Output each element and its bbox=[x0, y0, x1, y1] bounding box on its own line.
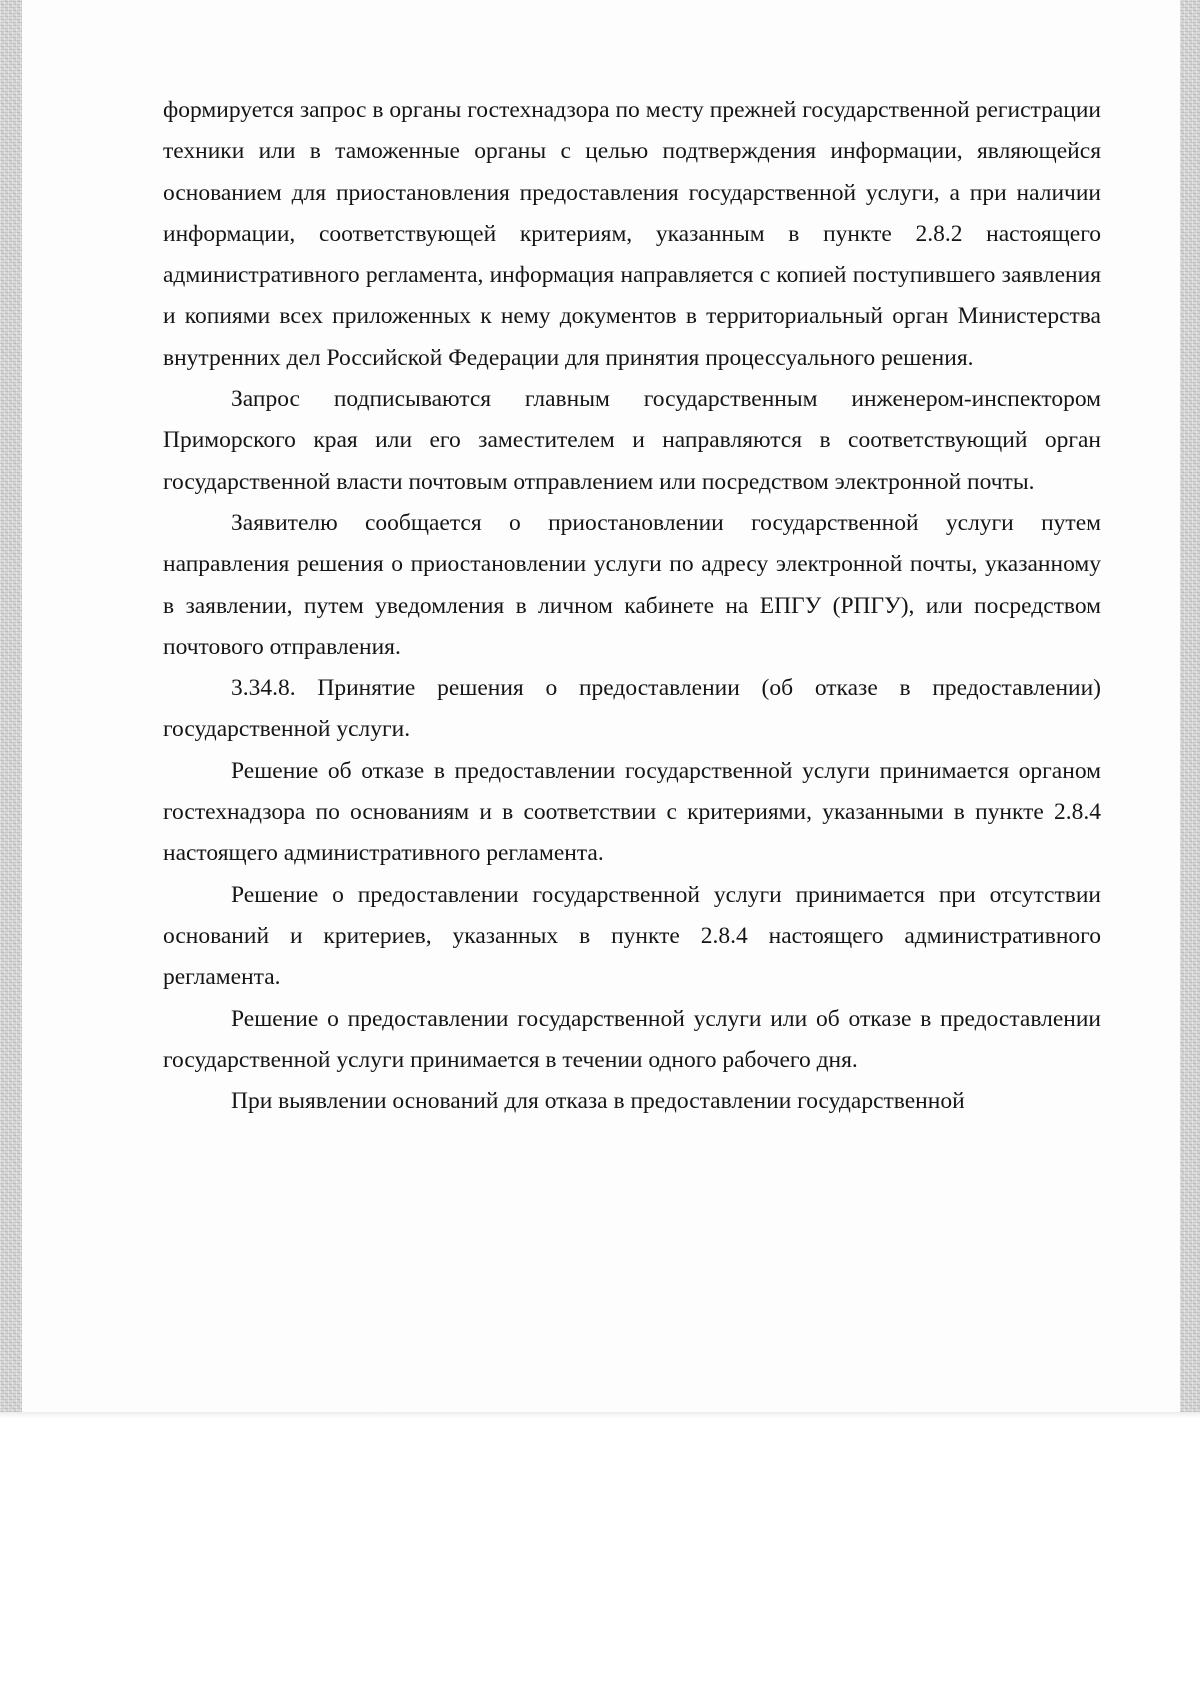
paragraph-grounds-for-refusal: При выявлении оснований для отказа в предоставлении государственной bbox=[231, 1088, 965, 1115]
paragraph-refusal-decision: Решение об отказе в предоставлении государственной услуги принимается органом гостехнадзора по основаниям и в соответствии с критериями, указанными в пункте 2.8.4 настоящего административного регламента. bbox=[163, 757, 1101, 867]
document-body bbox=[163, 90, 1101, 1122]
scan-edge-left bbox=[0, 0, 22, 1418]
paragraph-decision-term: Решение о предоставлении государственной услуги или об отказе в предоставлении государственной услуги принимается в течении одного рабочего дня. bbox=[163, 1005, 1101, 1073]
paragraph-request: Запрос подписываются главным государственным инженером-инспектором Приморского края или его заместителем и направляются в соответствующий орган государственной власти почтовым отправлением или посредством электронной почты. bbox=[163, 386, 1101, 495]
scan-edge-right bbox=[1180, 0, 1200, 1418]
section-heading-3-34-8: 3.34.8. Принятие решения о предоставлении (об отказе в предоставлении) государственной услуги. bbox=[163, 675, 1101, 743]
paragraph-notification: Заявителю сообщается о приостановлении государственной услуги путем направления решения о приостановлении услуги по адресу электронной почты, указанному в заявлении, путем уведомления в личном кабинете на ЕПГУ (РПГУ), или посредством почтового отправления. bbox=[163, 509, 1101, 660]
paragraph-provision-decision: Решение о предоставлении государственной услуги принимается при отсутствии оснований и критериев, указанных в пункте 2.8.4 настоящего административного регламента. bbox=[163, 881, 1101, 991]
paragraph-continuation: формируется запрос в органы гостехнадзора по месту прежней государственной регистрации техники или в таможенные органы с целью подтверждения информации, являющейся основанием для приостановления предоставления государственной услуги, а при наличии информации, соответствующей критериям, указанным в пункте 2.8.2 настоящего административного регламента, информация направляется с копией поступившего заявления и копиями всех приложенных к нему документов в территориальный орган Министерства внутренних дел Российской Федерации для принятия процессуального решения. bbox=[163, 97, 1101, 371]
scan-edge-bottom bbox=[0, 1412, 1200, 1418]
